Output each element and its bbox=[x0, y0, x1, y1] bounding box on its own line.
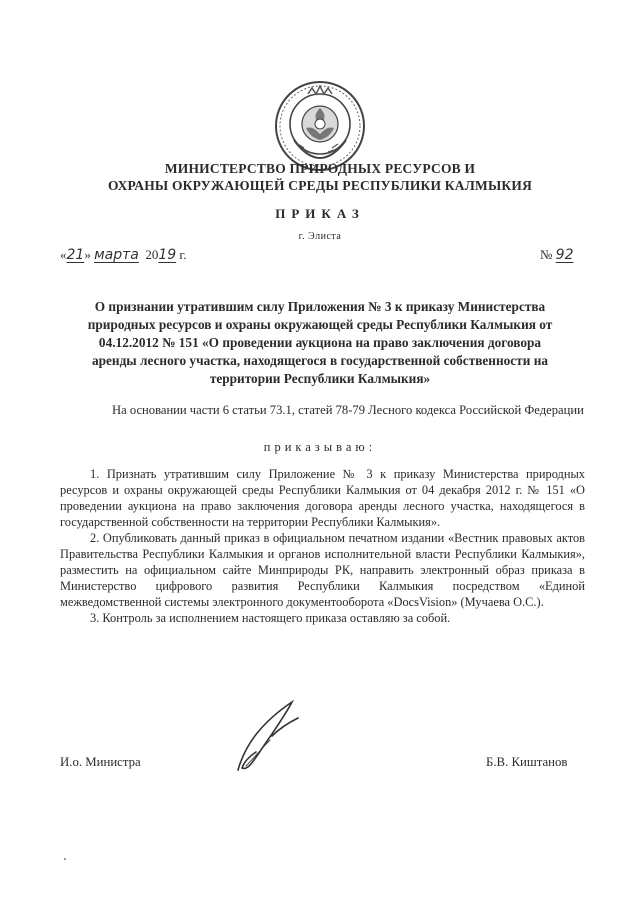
ministry-name-line-1: МИНИСТЕРСТВО ПРИРОДНЫХ РЕСУРСОВ И bbox=[164, 161, 476, 176]
number-value: 92 bbox=[555, 247, 574, 263]
order-title: О признании утратившим силу Приложения № 3 к приказу Министерства природных ресурсов и охраны окружающей среды Республики Калмыкия от 04.12.2012 № 151 «О проведении аукциона на право заключения договора аренды лесного участка, находящегося в государственной собственности на территории Республики Калмыкия» bbox=[87, 299, 553, 386]
document-type: ПРИКАЗ bbox=[275, 206, 365, 221]
handwritten-signature bbox=[228, 696, 308, 776]
ministry-name-line-2: ОХРАНЫ ОКРУЖАЮЩЕЙ СРЕДЫ РЕСПУБЛИКИ КАЛМЫКИЯ bbox=[107, 178, 533, 193]
order-item-2: 2. Опубликовать данный приказ в официальном печатном издании «Вестник правовых актов Правительства Республики Калмыкия и органов исполнительной власти Республики Калмыкия», разместить на официальном сайте Минприроды РК, направить электронный образ приказа в Министерство цифрового развития Республики Калмыкия посредством «Единой межведомственной системы электронного документооборота «DocsVision» (Мучаева О.С.). bbox=[60, 531, 585, 609]
order-body bbox=[60, 466, 585, 626]
number-prefix: № bbox=[540, 247, 553, 262]
legal-basis: На основании части 6 статьи 73.1, статей 78-79 Лесного кодекса Российской Федерации bbox=[112, 403, 584, 417]
signatory-position: И.о. Министра bbox=[60, 755, 141, 769]
order-item-1: 1. Признать утратившим силу Приложение № 3 к приказу Министерства природных ресурсов и охраны окружающей среды Республики Калмыкия от 04 декабря 2012 г. № 151 «О проведении аукциона на право заключения договора аренды лесного участка, находящегося в государственной собственности на территории Республики Калмыкия». bbox=[60, 467, 585, 529]
order-item-3: 3. Контроль за исполнением настоящего приказа оставляю за собой. bbox=[90, 611, 451, 625]
date-day: 21 bbox=[66, 247, 85, 263]
order-word: приказываю: bbox=[263, 440, 377, 454]
order-number bbox=[540, 247, 573, 263]
date-close-quote: » bbox=[84, 247, 91, 262]
date-year-prefix: 20 bbox=[145, 247, 159, 262]
date-month: марта bbox=[94, 247, 139, 263]
scan-speck bbox=[64, 858, 66, 860]
date-year-unit: г. bbox=[179, 247, 187, 262]
city: г. Элиста bbox=[298, 231, 342, 242]
date-open-quote: « bbox=[60, 247, 67, 262]
date-year-suffix: 19 bbox=[158, 247, 177, 263]
order-date bbox=[60, 247, 187, 263]
signatory-name: Б.В. Киштанов bbox=[486, 755, 568, 769]
